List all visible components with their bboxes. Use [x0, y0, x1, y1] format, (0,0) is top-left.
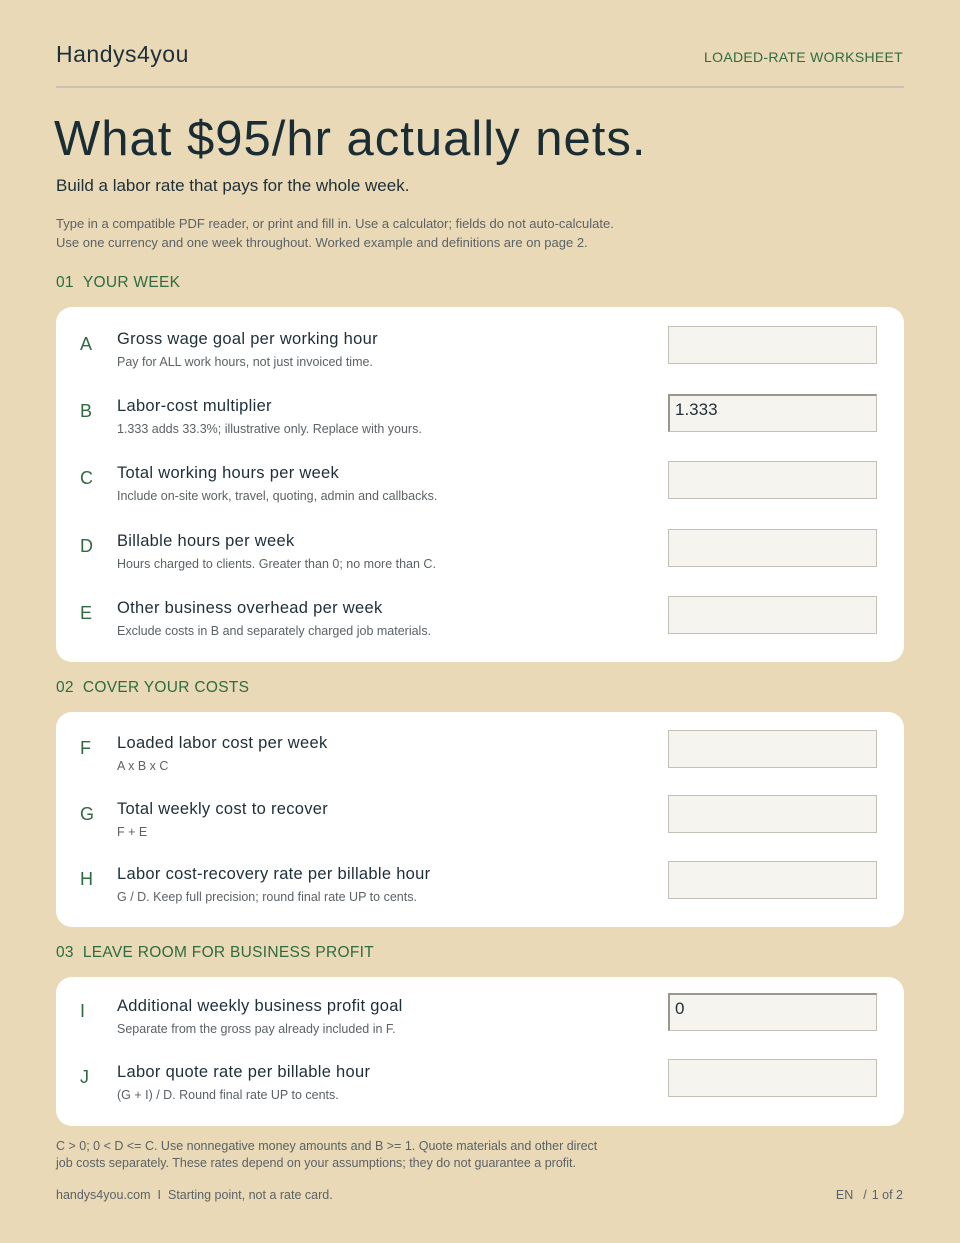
- other-overhead-field[interactable]: [668, 596, 877, 634]
- row-letter: J: [80, 1067, 89, 1087]
- row-label: Labor-cost multiplier: [117, 397, 272, 415]
- section-title: LEAVE ROOM FOR BUSINESS PROFIT: [82, 944, 375, 961]
- section-header-business-profit: [56, 944, 374, 962]
- row-b: [56, 397, 904, 457]
- card-your-week: [56, 307, 904, 662]
- row-e: [56, 599, 904, 659]
- row-g: [56, 800, 904, 860]
- row-letter: G: [80, 804, 95, 824]
- row-label: Labor cost-recovery rate per billable hour: [117, 865, 431, 883]
- row-label: Gross wage goal per working hour: [117, 330, 378, 348]
- row-help: Hours charged to clients. Greater than 0; no more than C.: [117, 557, 436, 571]
- document-kind: LOADED-RATE WORKSHEET: [704, 49, 903, 65]
- row-label: Other business overhead per week: [117, 599, 383, 617]
- footer-site-link[interactable]: handys4you.com: [56, 1188, 151, 1202]
- footer-tagline: Starting point, not a rate card.: [168, 1188, 333, 1202]
- footnote: [56, 1138, 597, 1172]
- row-h: [56, 865, 904, 925]
- row-label: Total working hours per week: [117, 464, 340, 482]
- row-letter: F: [80, 738, 91, 758]
- row-help: Separate from the gross pay already included in F.: [117, 1022, 396, 1036]
- row-help: Exclude costs in B and separately charged job materials.: [117, 624, 432, 638]
- row-letter: H: [80, 869, 93, 889]
- section-header-cover-costs: [56, 679, 249, 697]
- cost-recovery-rate-field[interactable]: [668, 861, 877, 899]
- page-subtitle: Build a labor rate that pays for the whole week.: [56, 176, 410, 195]
- row-letter: A: [80, 334, 93, 354]
- footnote-line: C > 0; 0 < D <= C. Use nonnegative money amounts and B >= 1. Quote materials and other direct: [56, 1139, 598, 1153]
- section-title: COVER YOUR COSTS: [82, 679, 250, 696]
- row-d: [56, 532, 904, 592]
- instructions: [56, 214, 614, 252]
- section-number: 02: [56, 679, 74, 696]
- header-divider: [56, 86, 904, 88]
- card-cover-costs: [56, 712, 904, 927]
- row-f: [56, 734, 904, 794]
- profit-goal-field[interactable]: 0: [668, 993, 877, 1031]
- section-title: YOUR WEEK: [82, 274, 181, 291]
- labor-cost-multiplier-field[interactable]: 1.333: [668, 394, 877, 432]
- page-title: What $95/hr actually nets.: [54, 112, 647, 166]
- row-i: [56, 997, 904, 1057]
- row-letter: I: [80, 1001, 86, 1021]
- row-help: Pay for ALL work hours, not just invoiced time.: [117, 355, 373, 369]
- row-help: Include on-site work, travel, quoting, admin and callbacks.: [117, 489, 438, 503]
- page-number: 1 of 2: [871, 1188, 903, 1202]
- row-letter: E: [80, 603, 93, 623]
- total-working-hours-field[interactable]: [668, 461, 877, 499]
- instructions-line: Type in a compatible PDF reader, or print and fill in. Use a calculator; fields do not auto-calculate.: [56, 216, 614, 231]
- row-help: F + E: [117, 825, 148, 839]
- section-number: 03: [56, 944, 74, 961]
- row-c: [56, 464, 904, 524]
- row-label: Total weekly cost to recover: [117, 800, 329, 818]
- section-number: 01: [56, 274, 74, 291]
- language-code: EN: [835, 1188, 854, 1202]
- brand-name: Handys4you: [56, 41, 189, 67]
- billable-hours-field[interactable]: [668, 529, 877, 567]
- loaded-labor-cost-field[interactable]: [668, 730, 877, 768]
- card-business-profit: [56, 977, 904, 1126]
- row-help: 1.333 adds 33.3%; illustrative only. Replace with yours.: [117, 422, 422, 436]
- row-label: Loaded labor cost per week: [117, 734, 328, 752]
- row-letter: C: [80, 468, 93, 488]
- row-a: [56, 330, 904, 390]
- quote-rate-field[interactable]: [668, 1059, 877, 1097]
- row-help: G / D. Keep full precision; round final rate UP to cents.: [117, 890, 417, 904]
- footnote-line: job costs separately. These rates depend on your assumptions; they do not guarantee a profit.: [56, 1156, 576, 1170]
- row-label: Billable hours per week: [117, 532, 295, 550]
- footer-left: [56, 1188, 333, 1202]
- gross-wage-goal-field[interactable]: [668, 326, 877, 364]
- row-help: A x B x C: [117, 759, 169, 773]
- footer-separator: I: [157, 1188, 161, 1202]
- row-label: Additional weekly business profit goal: [117, 997, 403, 1015]
- page-separator: /: [863, 1188, 867, 1202]
- row-j: [56, 1063, 904, 1123]
- row-letter: B: [80, 401, 93, 421]
- row-help: (G + I) / D. Round final rate UP to cents.: [117, 1088, 339, 1102]
- instructions-line: Use one currency and one week throughout. Worked example and definitions are on page 2.: [56, 235, 588, 250]
- total-weekly-cost-field[interactable]: [668, 795, 877, 833]
- row-label: Labor quote rate per billable hour: [117, 1063, 371, 1081]
- row-letter: D: [80, 536, 93, 556]
- section-header-your-week: [56, 274, 180, 292]
- footer-right: [836, 1188, 903, 1202]
